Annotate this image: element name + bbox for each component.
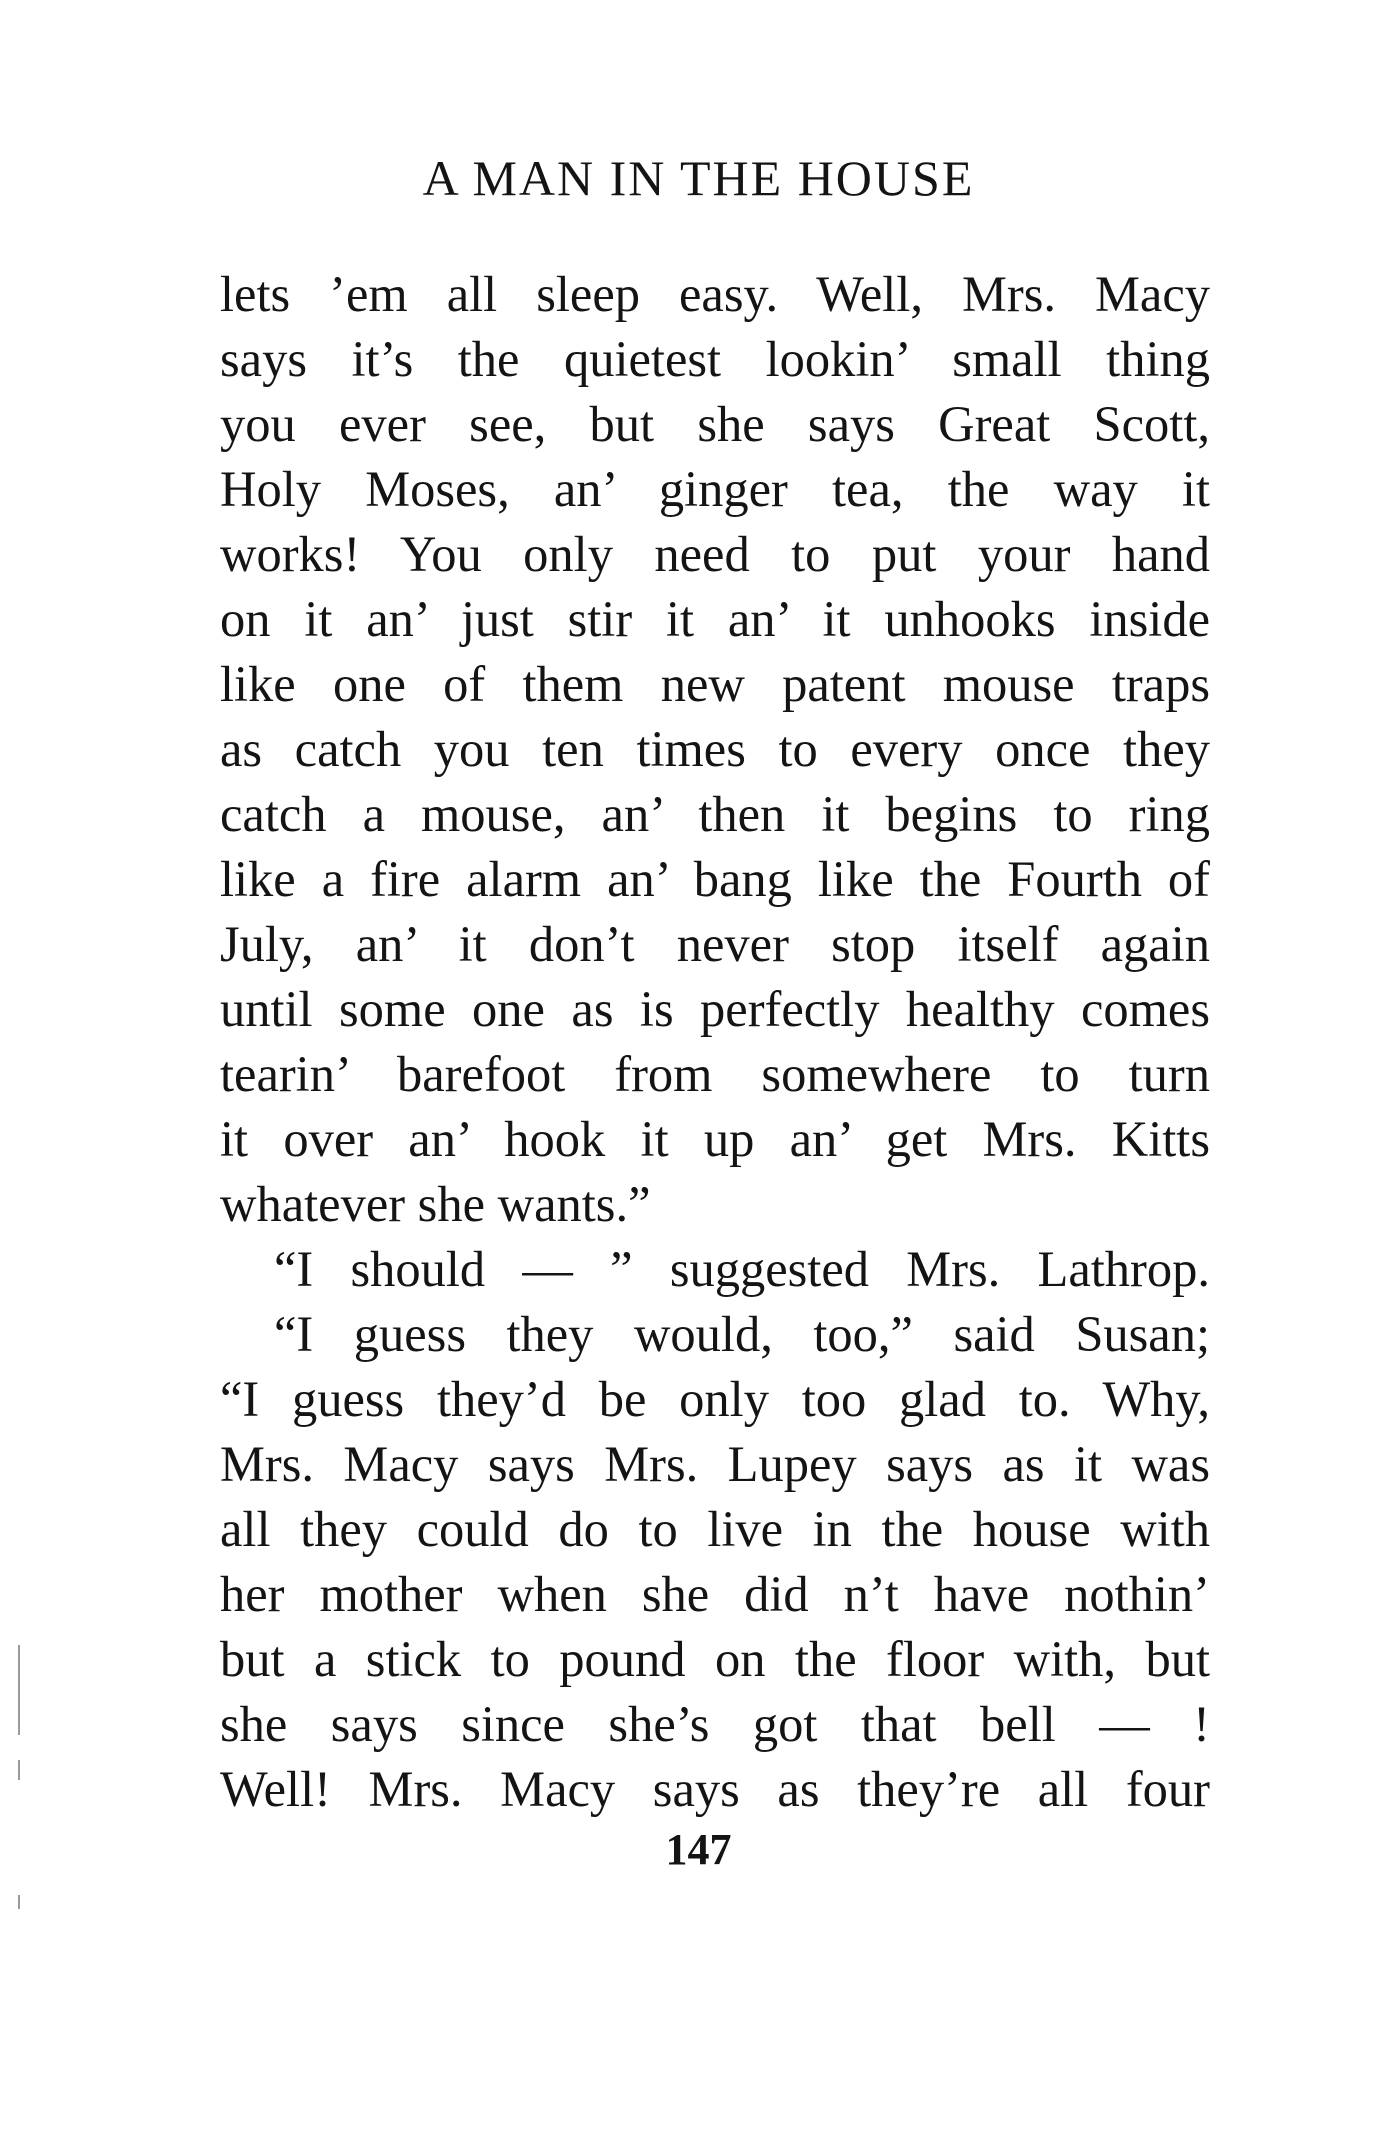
text-line: whatever she wants.”: [220, 1176, 651, 1232]
text-line: she says since she’s got that bell — !: [220, 1696, 1210, 1752]
text-line: Mrs. Macy says Mrs. Lupey says as it was: [220, 1436, 1210, 1492]
text-line: July, an’ it don’t never stop itself again: [220, 916, 1210, 972]
text-line: tearin’ barefoot from somewhere to turn: [220, 1046, 1210, 1102]
text-line: like a fire alarm an’ bang like the Fourth of: [220, 851, 1210, 907]
text-line: catch a mouse, an’ then it begins to ring: [220, 786, 1210, 842]
text-line: you ever see, but she says Great Scott,: [220, 396, 1210, 452]
text-line: her mother when she did n’t have nothin’: [220, 1566, 1210, 1622]
running-head: A MAN IN THE HOUSE: [422, 150, 975, 206]
text-line: “I guess they’d be only too glad to. Why,: [220, 1371, 1210, 1427]
text-line: Well! Mrs. Macy says as they’re all four: [220, 1761, 1210, 1817]
margin-scan-mark: [18, 1645, 20, 1735]
body-text: [220, 262, 1210, 1822]
text-line: says it’s the quietest lookin’ small thing: [220, 331, 1210, 387]
text-line: but a stick to pound on the floor with, but: [220, 1631, 1210, 1687]
text-line: works! You only need to put your hand: [220, 526, 1210, 582]
text-line: it over an’ hook it up an’ get Mrs. Kitts: [220, 1111, 1210, 1167]
text-line: until some one as is perfectly healthy comes: [220, 981, 1210, 1037]
text-line: as catch you ten times to every once they: [220, 721, 1210, 777]
text-line: like one of them new patent mouse traps: [220, 656, 1210, 712]
margin-scan-mark: [18, 1760, 20, 1780]
text-line: all they could do to live in the house with: [220, 1501, 1210, 1557]
text-line: lets ’em all sleep easy. Well, Mrs. Macy: [220, 266, 1210, 322]
text-line: “I should — ” suggested Mrs. Lathrop.: [274, 1241, 1210, 1297]
text-line: “I guess they would, too,” said Susan;: [274, 1306, 1210, 1362]
text-line: Holy Moses, an’ ginger tea, the way it: [220, 461, 1210, 517]
margin-scan-mark: [18, 1895, 20, 1909]
page-number: 147: [665, 1825, 732, 1874]
text-line: on it an’ just stir it an’ it unhooks inside: [220, 591, 1210, 647]
